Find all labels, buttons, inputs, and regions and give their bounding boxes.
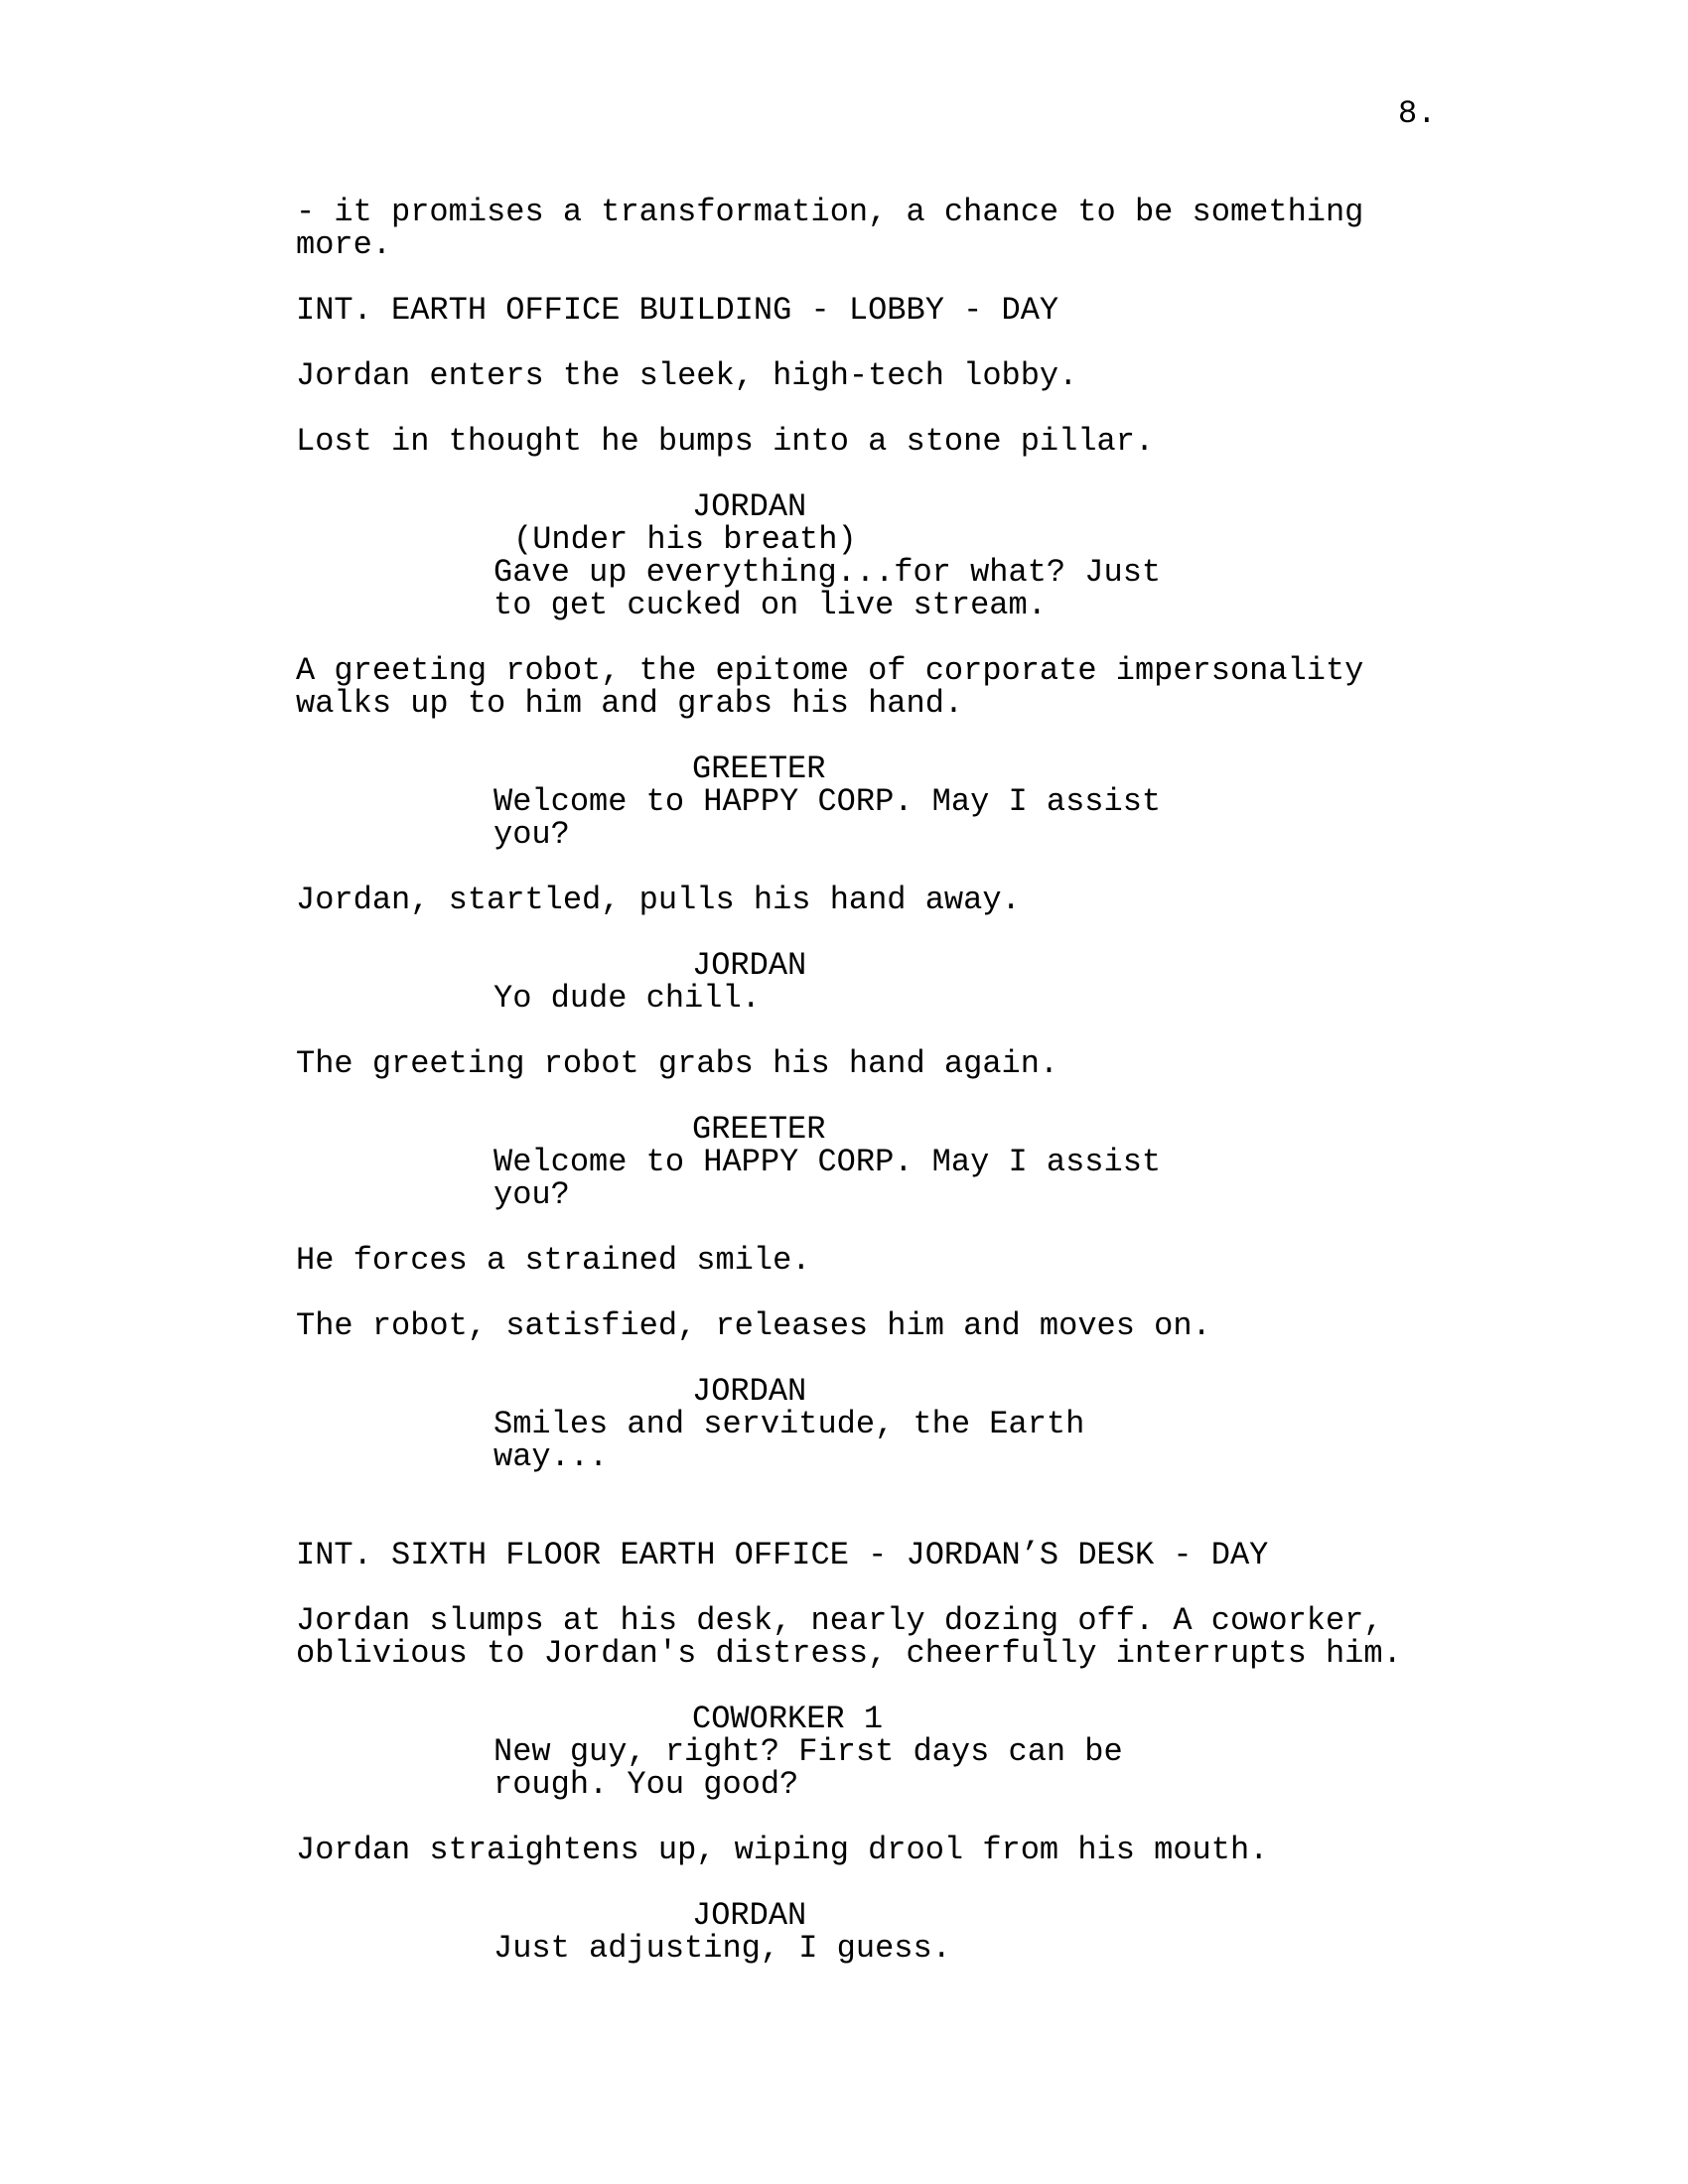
action-line: Lost in thought he bumps into a stone pillar. xyxy=(296,423,1155,460)
character-name: JORDAN xyxy=(692,1897,807,1934)
dialogue-line: Yo dude chill. xyxy=(493,980,761,1017)
action-line: walks up to him and grabs his hand. xyxy=(296,685,964,722)
dialogue-line: you? xyxy=(493,1176,570,1213)
dialogue-line: Gave up everything...for what? Just xyxy=(493,554,1162,591)
dialogue-line: way... xyxy=(493,1438,609,1475)
character-name: JORDAN xyxy=(692,947,807,984)
dialogue-line: rough. You good? xyxy=(493,1766,799,1803)
dialogue-line: New guy, right? First days can be xyxy=(493,1733,1123,1770)
character-name: GREETER xyxy=(692,1111,826,1148)
dialogue-line: Welcome to HAPPY CORP. May I assist xyxy=(493,1144,1162,1180)
action-line: A greeting robot, the epitome of corporate impersonality xyxy=(296,652,1364,689)
page-number: 8. xyxy=(1398,95,1437,132)
action-line: Jordan straightens up, wiping drool from his mouth. xyxy=(296,1832,1269,1868)
action-line: The greeting robot grabs his hand again. xyxy=(296,1045,1059,1082)
character-name: COWORKER 1 xyxy=(692,1701,884,1737)
parenthetical: (Under his breath) xyxy=(513,521,857,558)
action-line: The robot, satisfied, releases him and moves on. xyxy=(296,1307,1211,1344)
action-line: He forces a strained smile. xyxy=(296,1242,811,1279)
dialogue-line: Smiles and servitude, the Earth xyxy=(493,1406,1085,1442)
dialogue-line: to get cucked on live stream. xyxy=(493,587,1047,623)
dialogue-line: Just adjusting, I guess. xyxy=(493,1930,951,1967)
character-name: GREETER xyxy=(692,751,826,787)
character-name: JORDAN xyxy=(692,1373,807,1410)
character-name: JORDAN xyxy=(692,488,807,525)
action-line: Jordan enters the sleek, high-tech lobby. xyxy=(296,357,1078,394)
scene-heading: INT. EARTH OFFICE BUILDING - LOBBY - DAY xyxy=(296,292,1059,329)
dialogue-line: Welcome to HAPPY CORP. May I assist xyxy=(493,783,1162,820)
action-line: - it promises a transformation, a chance to be something xyxy=(296,194,1364,230)
action-line: more. xyxy=(296,226,392,263)
action-line: Jordan, startled, pulls his hand away. xyxy=(296,882,1021,918)
action-line: oblivious to Jordan's distress, cheerfully interrupts him. xyxy=(296,1635,1402,1672)
action-line: Jordan slumps at his desk, nearly dozing off. A coworker, xyxy=(296,1602,1383,1639)
scene-heading: INT. SIXTH FLOOR EARTH OFFICE - JORDAN’S DESK - DAY xyxy=(296,1537,1269,1573)
dialogue-line: you? xyxy=(493,816,570,853)
